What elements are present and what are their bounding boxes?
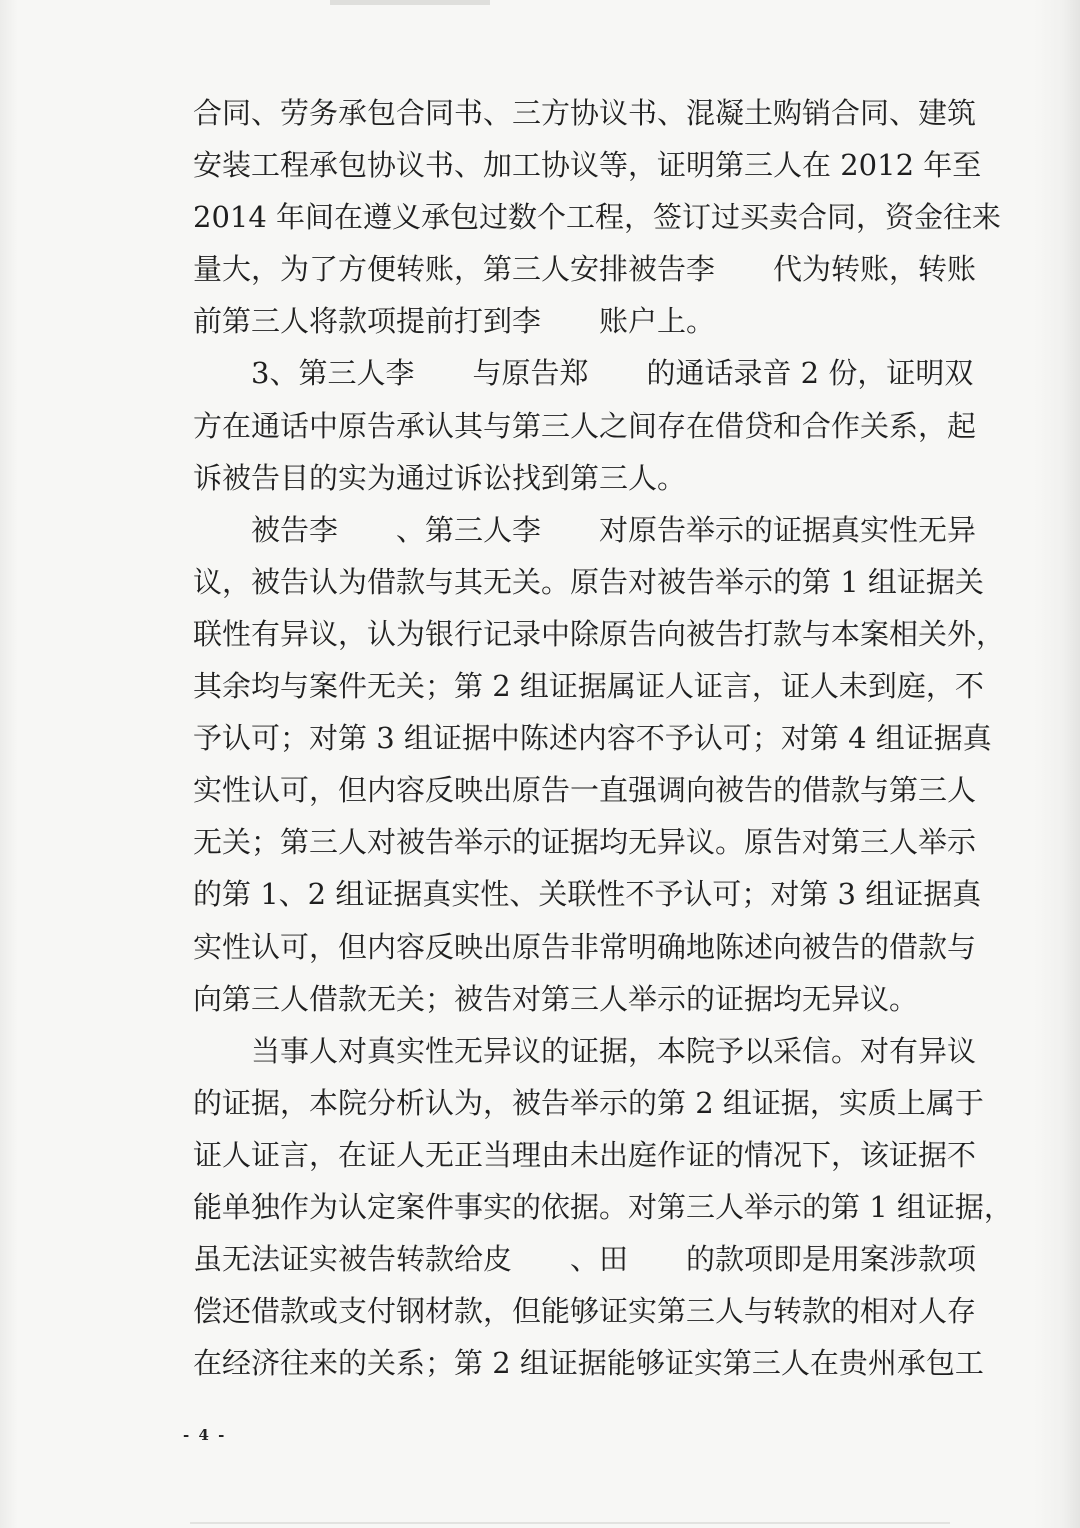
text-line: 当事人对真实性无异议的证据，本院予以采信。对有异议: [193, 1033, 977, 1068]
scan-shadow-left: [0, 0, 18, 1528]
text-line: 诉被告目的实为通过诉讼找到第三人。: [193, 460, 687, 495]
text-line: 向第三人借款无关；被告对第三人举示的证据均无异议。: [193, 981, 919, 1016]
scan-shadow-right: [1034, 0, 1080, 1528]
text-line: 的证据，本院分析认为，被告举示的第 2 组证据，实质上属于: [193, 1085, 984, 1120]
text-line: 方在通话中原告承认其与第三人之间存在借贷和合作关系，起: [193, 408, 977, 443]
document-body: [193, 87, 1013, 1389]
text-line: 安装工程承包协议书、加工协议等，证明第三人在 2012 年至: [193, 148, 982, 183]
text-line: 实性认可，但内容反映出原告非常明确地陈述向被告的借款与: [193, 929, 977, 964]
text-line: 被告李 、第三人李 对原告举示的证据真实性无异: [193, 512, 977, 547]
scan-artifact-top: [330, 0, 490, 5]
text-line: 在经济往来的关系；第 2 组证据能够证实第三人在贵州承包工: [193, 1346, 984, 1381]
text-line: 量大，为了方便转账，第三人安排被告李 代为转账，转账: [193, 252, 977, 287]
text-line: 能单独作为认定案件事实的依据。对第三人举示的第 1 组证据，: [193, 1189, 1013, 1224]
page-number: - 4 -: [183, 1426, 227, 1444]
text-line: 无关；第三人对被告举示的证据均无异议。原告对第三人举示: [193, 825, 977, 860]
text-line: 证人证言，在证人无正当理由未出庭作证的情况下，该证据不: [193, 1137, 977, 1172]
text-line: 2014 年间在遵义承包过数个工程，签订过买卖合同，资金往来: [193, 200, 1002, 235]
text-line: 偿还借款或支付钢材款，但能够证实第三人与转款的相对人存: [193, 1294, 977, 1329]
text-line: 虽无法证实被告转款给皮 、田 的款项即是用案涉款项: [193, 1242, 977, 1277]
text-line: 予认可；对第 3 组证据中陈述内容不予认可；对第 4 组证据真: [193, 721, 992, 756]
text-line: 实性认可，但内容反映出原告一直强调向被告的借款与第三人: [193, 773, 977, 808]
text-line: 联性有异议，认为银行记录中除原告向被告打款与本案相关外，: [193, 616, 1006, 651]
text-line: 议，被告认为借款与其无关。原告对被告举示的第 1 组证据关: [193, 564, 984, 599]
text-line: 的第 1、2 组证据真实性、关联性不予认可；对第 3 组证据真: [193, 877, 982, 912]
text-line: 合同、劳务承包合同书、三方协议书、混凝土购销合同、建筑: [193, 96, 977, 130]
text-line: 其余均与案件无关；第 2 组证据属证人证言，证人未到庭，不: [193, 669, 984, 704]
scan-artifact-bottom: [190, 1522, 950, 1524]
text-line: 3、第三人李 与原告郑 的通话录音 2 份，证明双: [193, 356, 974, 391]
text-line: 前第三人将款项提前打到李 账户上。: [193, 304, 716, 339]
